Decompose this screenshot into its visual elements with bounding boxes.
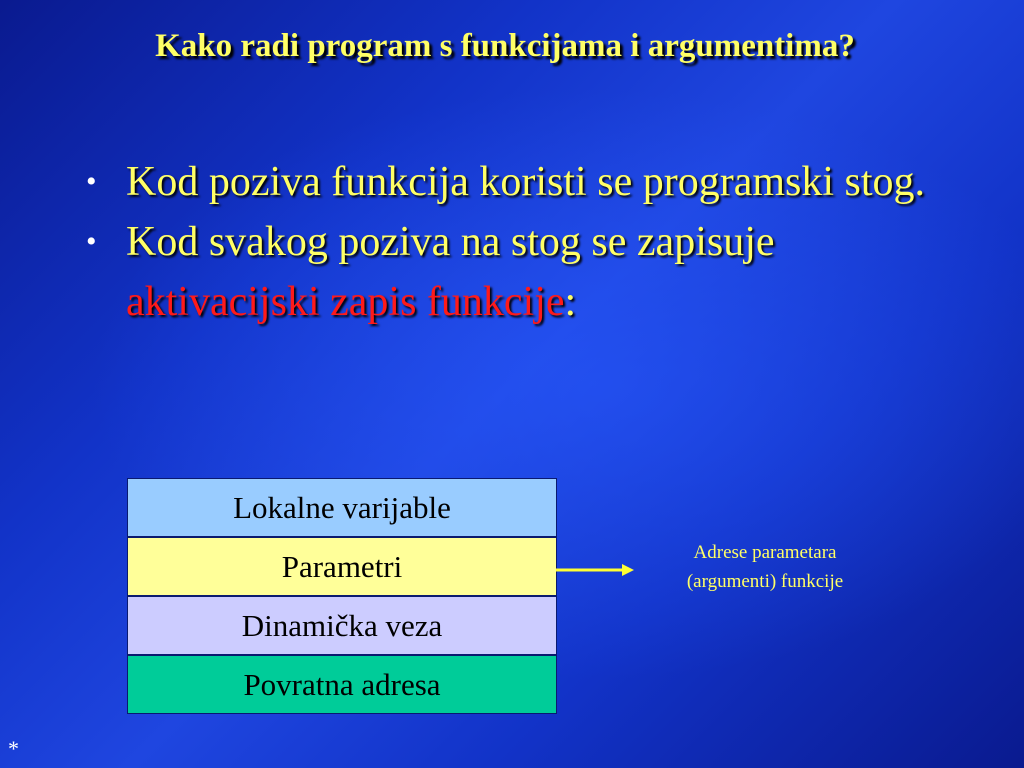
stack-row-local-variables: Lokalne varijable [128,479,556,538]
parameters-annotation [640,538,890,596]
activation-record-stack [127,478,557,714]
bullet-text: Kod svakog poziva na stog se zapisuje [126,219,775,265]
stack-row-return-address: Povratna adresa [128,656,556,713]
bullet-item [86,152,966,212]
bullet-item [86,212,966,332]
footer-marker: * [8,736,19,761]
slide-title: Kako radi program s funkcijama i argumentima? [155,28,855,64]
bullet-text: Kod poziva funkcija koristi se programski stog. [126,159,926,205]
bullet-marker: • [86,165,97,198]
bullet-text-end: : [564,279,577,325]
annotation-line: (argumenti) funkcije [686,571,844,592]
bullet-list [86,152,966,332]
annotation-line: Adrese parametara [693,542,837,563]
bullet-marker: • [86,225,97,258]
stack-row-dynamic-link: Dinamička veza [128,597,556,656]
highlight-text: aktivacijski zapis funkcije [126,279,565,325]
arrow-right-icon [556,563,636,577]
stack-row-parameters: Parametri [128,538,556,597]
